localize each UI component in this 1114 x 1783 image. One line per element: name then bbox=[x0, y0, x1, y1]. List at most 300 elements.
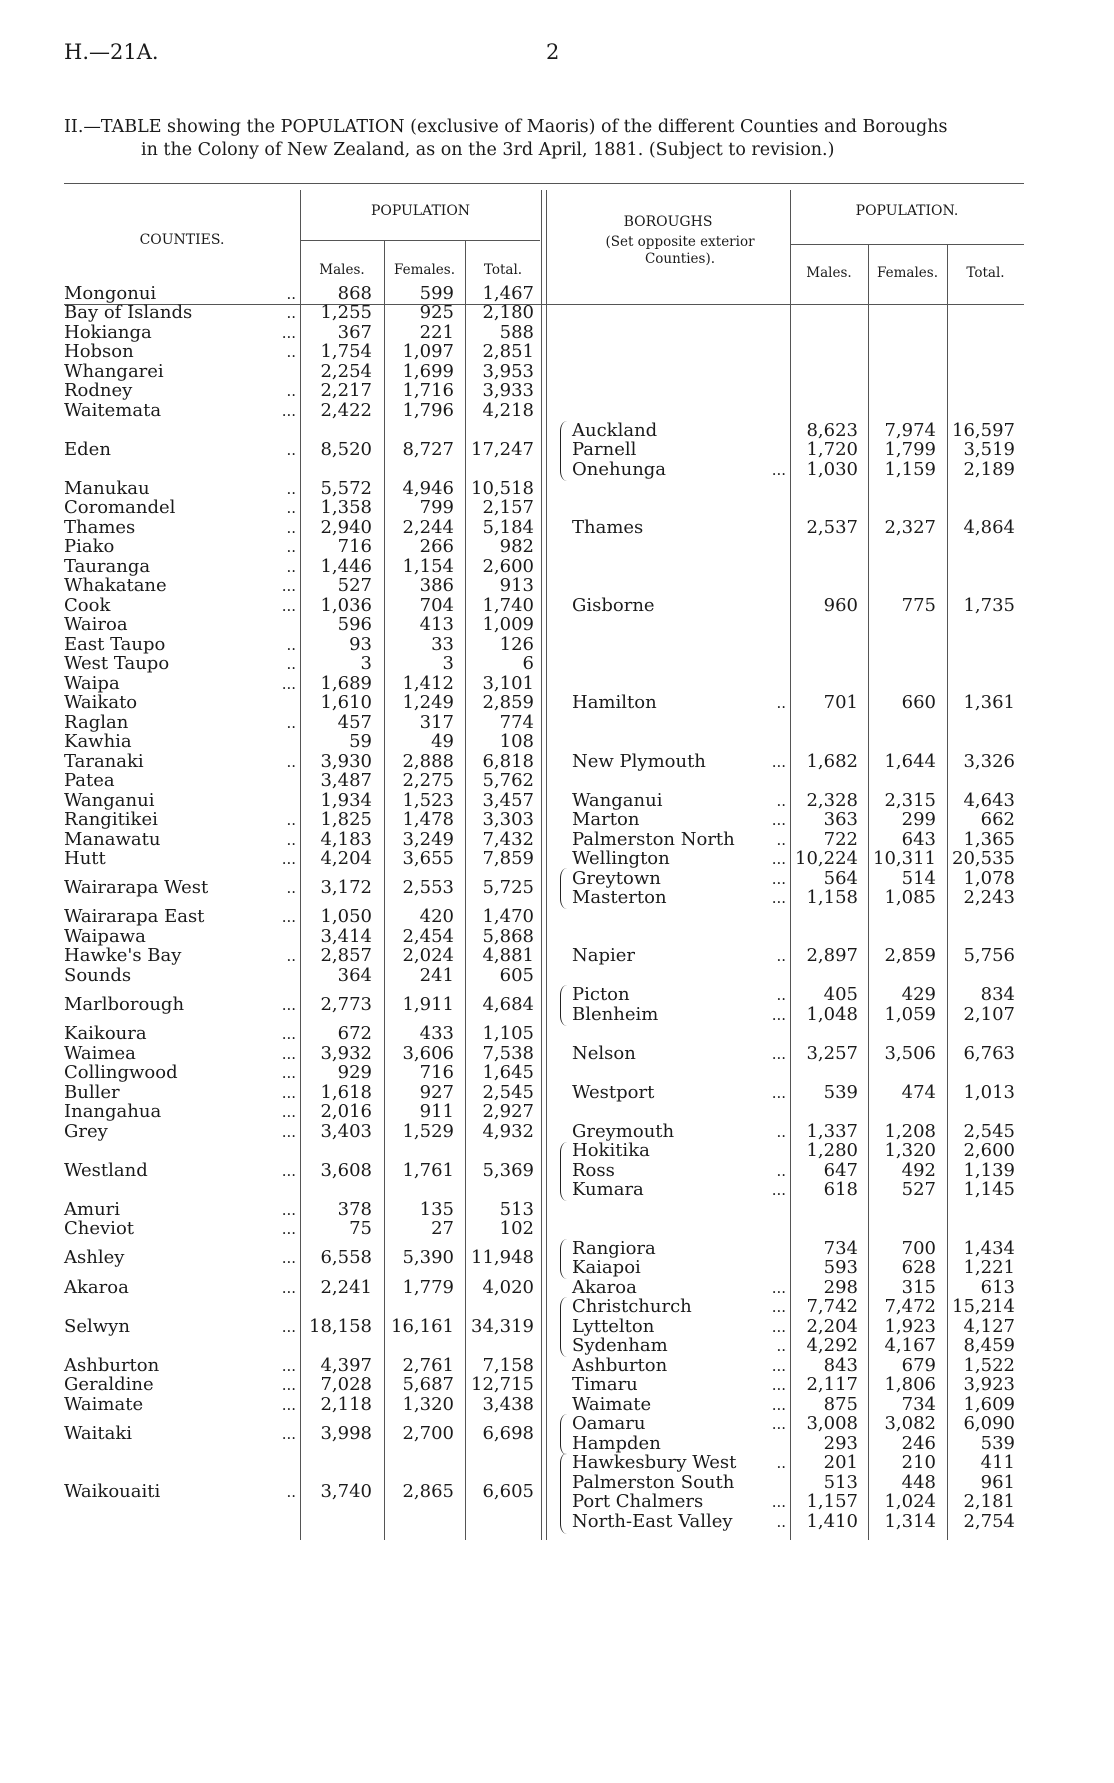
county-name: Tauranga bbox=[64, 556, 151, 577]
county-total: 5,868 bbox=[482, 926, 534, 947]
borough-name: Greymouth bbox=[572, 1121, 675, 1142]
leader-dots: ... bbox=[281, 577, 296, 595]
leader-dots: ... bbox=[281, 1064, 296, 1082]
leader-dots: .. bbox=[776, 1454, 786, 1472]
header-total-left: Total. bbox=[483, 262, 523, 278]
county-name: Whangarei bbox=[64, 361, 164, 382]
header-boroughs: BOROUGHS bbox=[623, 214, 713, 230]
leader-dots: ... bbox=[771, 870, 786, 888]
borough-males: 201 bbox=[823, 1452, 858, 1473]
county-total: 588 bbox=[499, 322, 534, 343]
county-males: 364 bbox=[337, 965, 372, 986]
borough-females: 643 bbox=[901, 829, 936, 850]
borough-name: Napier bbox=[572, 945, 636, 966]
county-females: 413 bbox=[419, 614, 454, 635]
borough-total: 2,243 bbox=[963, 887, 1015, 908]
borough-males: 1,280 bbox=[806, 1140, 858, 1161]
borough-females: 1,314 bbox=[884, 1511, 936, 1532]
county-females: 925 bbox=[419, 302, 454, 323]
leader-dots: .. bbox=[776, 1337, 786, 1355]
leader-dots: ... bbox=[771, 1084, 786, 1102]
county-total: 3,457 bbox=[482, 790, 534, 811]
leader-dots: .. bbox=[286, 441, 296, 459]
county-total: 2,180 bbox=[482, 302, 534, 323]
borough-group-brace bbox=[560, 1297, 568, 1357]
county-name: Waipawa bbox=[64, 926, 146, 947]
borough-females: 492 bbox=[901, 1160, 936, 1181]
county-total: 2,545 bbox=[482, 1082, 534, 1103]
borough-total: 1,365 bbox=[963, 829, 1015, 850]
borough-name: Wellington bbox=[572, 848, 670, 869]
county-females: 927 bbox=[419, 1082, 454, 1103]
borough-males: 1,048 bbox=[806, 1004, 858, 1025]
county-total: 12,715 bbox=[471, 1374, 534, 1395]
county-name: Taranaki bbox=[64, 751, 144, 772]
borough-name: Hampden bbox=[572, 1433, 661, 1454]
county-females: 27 bbox=[431, 1218, 454, 1239]
county-total: 1,009 bbox=[482, 614, 534, 635]
borough-total: 1,013 bbox=[963, 1082, 1015, 1103]
borough-males: 2,117 bbox=[806, 1374, 858, 1395]
county-females: 241 bbox=[419, 965, 454, 986]
county-name: Hutt bbox=[64, 848, 106, 869]
leader-dots: ... bbox=[281, 402, 296, 420]
county-females: 2,244 bbox=[402, 517, 454, 538]
county-total: 5,762 bbox=[482, 770, 534, 791]
county-males: 3,998 bbox=[320, 1423, 372, 1444]
borough-females: 1,024 bbox=[884, 1491, 936, 1512]
county-males: 1,036 bbox=[320, 595, 372, 616]
county-name: Waitaki bbox=[64, 1423, 133, 1444]
county-name: Manukau bbox=[64, 478, 150, 499]
borough-total: 2,754 bbox=[963, 1511, 1015, 1532]
county-name: Geraldine bbox=[64, 1374, 154, 1395]
leader-dots: ... bbox=[281, 1249, 296, 1267]
county-name: Raglan bbox=[64, 712, 129, 733]
leader-dots: .. bbox=[286, 714, 296, 732]
county-males: 2,254 bbox=[320, 361, 372, 382]
borough-total: 1,145 bbox=[963, 1179, 1015, 1200]
borough-females: 1,320 bbox=[884, 1140, 936, 1161]
county-total: 2,157 bbox=[482, 497, 534, 518]
county-name: Akaroa bbox=[64, 1277, 129, 1298]
borough-males: 1,720 bbox=[806, 439, 858, 460]
county-total: 34,319 bbox=[471, 1316, 534, 1337]
county-total: 913 bbox=[499, 575, 534, 596]
county-males: 367 bbox=[337, 322, 372, 343]
borough-name: Parnell bbox=[572, 439, 637, 460]
borough-group-brace bbox=[560, 868, 568, 909]
leader-dots: ... bbox=[281, 1220, 296, 1238]
county-males: 18,158 bbox=[309, 1316, 372, 1337]
county-females: 5,687 bbox=[402, 1374, 454, 1395]
borough-name: North-East Valley bbox=[572, 1511, 733, 1532]
county-total: 6,605 bbox=[482, 1481, 534, 1502]
population-right-subrule bbox=[790, 244, 1024, 245]
borough-males: 875 bbox=[823, 1394, 858, 1415]
borough-males: 539 bbox=[823, 1082, 858, 1103]
county-total: 513 bbox=[499, 1199, 534, 1220]
leader-dots: .. bbox=[286, 343, 296, 361]
borough-females: 429 bbox=[901, 984, 936, 1005]
borough-females: 2,859 bbox=[884, 945, 936, 966]
leader-dots: .. bbox=[776, 1162, 786, 1180]
borough-females: 1,923 bbox=[884, 1316, 936, 1337]
leader-dots: .. bbox=[286, 811, 296, 829]
county-males: 3 bbox=[360, 653, 372, 674]
borough-name: Rangiora bbox=[572, 1238, 656, 1259]
borough-males: 298 bbox=[823, 1277, 858, 1298]
county-males: 75 bbox=[349, 1218, 372, 1239]
borough-females: 1,159 bbox=[884, 459, 936, 480]
borough-name: Thames bbox=[572, 517, 644, 538]
county-males: 2,241 bbox=[320, 1277, 372, 1298]
borough-females: 3,082 bbox=[884, 1413, 936, 1434]
borough-total: 411 bbox=[980, 1452, 1015, 1473]
county-name: West Taupo bbox=[64, 653, 170, 674]
county-males: 6,558 bbox=[320, 1247, 372, 1268]
leader-dots: .. bbox=[286, 538, 296, 556]
borough-total: 8,459 bbox=[963, 1335, 1015, 1356]
county-total: 6 bbox=[522, 653, 534, 674]
leader-dots: ... bbox=[771, 1006, 786, 1024]
county-females: 2,024 bbox=[402, 945, 454, 966]
leader-dots: .. bbox=[776, 947, 786, 965]
county-males: 2,217 bbox=[320, 380, 372, 401]
county-name: Ashley bbox=[64, 1247, 125, 1268]
county-name: Cheviot bbox=[64, 1218, 135, 1239]
borough-name: Masterton bbox=[572, 887, 667, 908]
county-total: 2,851 bbox=[482, 341, 534, 362]
county-name: Inangahua bbox=[64, 1101, 162, 1122]
county-males: 2,016 bbox=[320, 1101, 372, 1122]
leader-dots: ... bbox=[771, 811, 786, 829]
leader-dots: .. bbox=[286, 499, 296, 517]
borough-males: 1,682 bbox=[806, 751, 858, 772]
borough-females: 700 bbox=[901, 1238, 936, 1259]
header-females-left: Females. bbox=[394, 262, 455, 278]
borough-females: 210 bbox=[901, 1452, 936, 1473]
county-females: 1,478 bbox=[402, 809, 454, 830]
county-name: Waimate bbox=[64, 1394, 144, 1415]
leader-dots: .. bbox=[286, 304, 296, 322]
borough-name: Blenheim bbox=[572, 1004, 659, 1025]
county-name: Waipa bbox=[64, 673, 120, 694]
county-males: 3,608 bbox=[320, 1160, 372, 1181]
borough-total: 2,107 bbox=[963, 1004, 1015, 1025]
population-left-subrule bbox=[300, 240, 540, 241]
borough-males: 618 bbox=[823, 1179, 858, 1200]
borough-total: 4,127 bbox=[963, 1316, 1015, 1337]
county-females: 5,390 bbox=[402, 1247, 454, 1268]
borough-name: Onehunga bbox=[572, 459, 667, 480]
leader-dots: ... bbox=[281, 996, 296, 1014]
borough-total: 3,326 bbox=[963, 751, 1015, 772]
borough-females: 1,208 bbox=[884, 1121, 936, 1142]
table-top-rule bbox=[64, 183, 1024, 184]
county-name: Thames bbox=[64, 517, 136, 538]
leader-dots: ... bbox=[771, 889, 786, 907]
county-name: Waimea bbox=[64, 1043, 136, 1064]
leader-dots: ... bbox=[281, 1103, 296, 1121]
county-name: Bay of Islands bbox=[64, 302, 193, 323]
borough-total: 613 bbox=[980, 1277, 1015, 1298]
borough-females: 1,059 bbox=[884, 1004, 936, 1025]
county-males: 1,050 bbox=[320, 906, 372, 927]
leader-dots: .. bbox=[286, 1483, 296, 1501]
county-females: 599 bbox=[419, 283, 454, 304]
county-total: 3,953 bbox=[482, 361, 534, 382]
county-total: 3,438 bbox=[482, 1394, 534, 1415]
borough-males: 405 bbox=[823, 984, 858, 1005]
county-males: 596 bbox=[337, 614, 372, 635]
column-rule-total-left-b bbox=[546, 190, 547, 1540]
borough-name: Oamaru bbox=[572, 1413, 646, 1434]
county-name: Piako bbox=[64, 536, 115, 557]
county-females: 2,761 bbox=[402, 1355, 454, 1376]
borough-males: 1,157 bbox=[806, 1491, 858, 1512]
borough-females: 2,315 bbox=[884, 790, 936, 811]
borough-name: Kumara bbox=[572, 1179, 644, 1200]
county-males: 2,118 bbox=[320, 1394, 372, 1415]
county-males: 1,618 bbox=[320, 1082, 372, 1103]
header-females-right: Females. bbox=[877, 265, 938, 281]
borough-females: 315 bbox=[901, 1277, 936, 1298]
county-males: 8,520 bbox=[320, 439, 372, 460]
borough-males: 647 bbox=[823, 1160, 858, 1181]
header-population-left: POPULATION bbox=[370, 203, 471, 219]
borough-total: 1,522 bbox=[963, 1355, 1015, 1376]
county-name: Whakatane bbox=[64, 575, 167, 596]
leader-dots: .. bbox=[776, 831, 786, 849]
county-females: 317 bbox=[419, 712, 454, 733]
leader-dots: ... bbox=[281, 675, 296, 693]
county-males: 2,422 bbox=[320, 400, 372, 421]
borough-name: Hamilton bbox=[572, 692, 657, 713]
county-females: 3,606 bbox=[402, 1043, 454, 1064]
borough-females: 299 bbox=[901, 809, 936, 830]
county-males: 1,255 bbox=[320, 302, 372, 323]
county-females: 1,097 bbox=[402, 341, 454, 362]
leader-dots: .. bbox=[286, 382, 296, 400]
county-females: 3,655 bbox=[402, 848, 454, 869]
borough-name: Gisborne bbox=[572, 595, 655, 616]
county-total: 1,740 bbox=[482, 595, 534, 616]
county-name: Rangitikei bbox=[64, 809, 158, 830]
leader-dots: .. bbox=[286, 655, 296, 673]
borough-name: New Plymouth bbox=[572, 751, 706, 772]
county-females: 1,716 bbox=[402, 380, 454, 401]
county-total: 7,538 bbox=[482, 1043, 534, 1064]
borough-females: 1,806 bbox=[884, 1374, 936, 1395]
county-females: 1,761 bbox=[402, 1160, 454, 1181]
borough-males: 843 bbox=[823, 1355, 858, 1376]
leader-dots: ... bbox=[281, 1045, 296, 1063]
borough-total: 2,181 bbox=[963, 1491, 1015, 1512]
county-total: 3,303 bbox=[482, 809, 534, 830]
county-name: Waitemata bbox=[64, 400, 162, 421]
county-males: 4,183 bbox=[320, 829, 372, 850]
leader-dots: ... bbox=[281, 324, 296, 342]
borough-males: 1,158 bbox=[806, 887, 858, 908]
county-total: 1,470 bbox=[482, 906, 534, 927]
leader-dots: .. bbox=[286, 947, 296, 965]
county-males: 3,414 bbox=[320, 926, 372, 947]
county-females: 221 bbox=[419, 322, 454, 343]
borough-name: Akaroa bbox=[572, 1277, 637, 1298]
county-males: 2,940 bbox=[320, 517, 372, 538]
borough-females: 775 bbox=[901, 595, 936, 616]
borough-females: 527 bbox=[901, 1179, 936, 1200]
county-females: 266 bbox=[419, 536, 454, 557]
leader-dots: ... bbox=[771, 1181, 786, 1199]
county-name: Ashburton bbox=[64, 1355, 160, 1376]
county-males: 4,397 bbox=[320, 1355, 372, 1376]
leader-dots: ... bbox=[771, 1493, 786, 1511]
county-name: Coromandel bbox=[64, 497, 176, 518]
borough-females: 628 bbox=[901, 1257, 936, 1278]
county-name: Rodney bbox=[64, 380, 133, 401]
borough-group-brace bbox=[560, 1414, 568, 1455]
county-females: 2,454 bbox=[402, 926, 454, 947]
leader-dots: ... bbox=[281, 908, 296, 926]
leader-dots: .. bbox=[286, 636, 296, 654]
leader-dots: ... bbox=[771, 753, 786, 771]
county-females: 1,249 bbox=[402, 692, 454, 713]
county-males: 3,487 bbox=[320, 770, 372, 791]
county-name: Wairarapa West bbox=[64, 877, 209, 898]
document-reference: H.—21A. bbox=[64, 40, 159, 64]
county-females: 33 bbox=[431, 634, 454, 655]
borough-males: 1,337 bbox=[806, 1121, 858, 1142]
county-females: 716 bbox=[419, 1062, 454, 1083]
county-males: 672 bbox=[337, 1023, 372, 1044]
county-males: 3,932 bbox=[320, 1043, 372, 1064]
county-males: 1,446 bbox=[320, 556, 372, 577]
county-males: 2,857 bbox=[320, 945, 372, 966]
borough-total: 1,221 bbox=[963, 1257, 1015, 1278]
county-name: Hokianga bbox=[64, 322, 152, 343]
borough-total: 1,735 bbox=[963, 595, 1015, 616]
borough-females: 7,472 bbox=[884, 1296, 936, 1317]
county-males: 59 bbox=[349, 731, 372, 752]
borough-name: Palmerston South bbox=[572, 1472, 735, 1493]
county-name: Manawatu bbox=[64, 829, 161, 850]
county-total: 10,518 bbox=[471, 478, 534, 499]
county-total: 126 bbox=[499, 634, 534, 655]
table-caption bbox=[64, 116, 1054, 162]
borough-name: Westport bbox=[572, 1082, 655, 1103]
page-number: 2 bbox=[546, 40, 560, 64]
borough-females: 734 bbox=[901, 1394, 936, 1415]
county-females: 2,888 bbox=[402, 751, 454, 772]
county-females: 2,275 bbox=[402, 770, 454, 791]
leader-dots: ... bbox=[771, 1357, 786, 1375]
county-name: Selwyn bbox=[64, 1316, 130, 1337]
county-total: 4,218 bbox=[482, 400, 534, 421]
county-females: 2,865 bbox=[402, 1481, 454, 1502]
header-total-right: Total. bbox=[966, 265, 1005, 281]
county-females: 1,796 bbox=[402, 400, 454, 421]
borough-males: 4,292 bbox=[806, 1335, 858, 1356]
column-rule-total-left-a bbox=[541, 190, 542, 1540]
county-total: 982 bbox=[499, 536, 534, 557]
county-total: 3,101 bbox=[482, 673, 534, 694]
borough-males: 513 bbox=[823, 1472, 858, 1493]
borough-total: 662 bbox=[980, 809, 1015, 830]
header-males-left: Males. bbox=[319, 262, 365, 278]
borough-females: 660 bbox=[901, 692, 936, 713]
county-females: 3 bbox=[442, 653, 454, 674]
leader-dots: .. bbox=[286, 831, 296, 849]
county-females: 8,727 bbox=[402, 439, 454, 460]
county-name: Kawhia bbox=[64, 731, 132, 752]
county-total: 1,467 bbox=[482, 283, 534, 304]
county-total: 6,818 bbox=[482, 751, 534, 772]
county-females: 3,249 bbox=[402, 829, 454, 850]
leader-dots: ... bbox=[281, 1318, 296, 1336]
leader-dots: ... bbox=[281, 1396, 296, 1414]
leader-dots: .. bbox=[776, 1123, 786, 1141]
county-total: 102 bbox=[499, 1218, 534, 1239]
borough-females: 246 bbox=[901, 1433, 936, 1454]
leader-dots: ... bbox=[771, 1415, 786, 1433]
county-females: 1,779 bbox=[402, 1277, 454, 1298]
leader-dots: .. bbox=[286, 285, 296, 303]
county-females: 911 bbox=[419, 1101, 454, 1122]
county-males: 716 bbox=[337, 536, 372, 557]
header-counties: COUNTIES. bbox=[139, 232, 225, 248]
borough-total: 16,597 bbox=[952, 420, 1015, 441]
county-name: Waikouaiti bbox=[64, 1481, 161, 1502]
borough-males: 8,623 bbox=[806, 420, 858, 441]
borough-name: Timaru bbox=[572, 1374, 638, 1395]
county-total: 2,927 bbox=[482, 1101, 534, 1122]
county-total: 108 bbox=[499, 731, 534, 752]
borough-males: 960 bbox=[823, 595, 858, 616]
county-females: 49 bbox=[431, 731, 454, 752]
borough-males: 363 bbox=[823, 809, 858, 830]
county-total: 6,698 bbox=[482, 1423, 534, 1444]
borough-total: 4,864 bbox=[963, 517, 1015, 538]
leader-dots: ... bbox=[281, 1162, 296, 1180]
borough-females: 3,506 bbox=[884, 1043, 936, 1064]
county-name: Collingwood bbox=[64, 1062, 178, 1083]
leader-dots: .. bbox=[286, 519, 296, 537]
leader-dots: ... bbox=[771, 1045, 786, 1063]
county-females: 433 bbox=[419, 1023, 454, 1044]
borough-name: Auckland bbox=[572, 420, 658, 441]
borough-name: Palmerston North bbox=[572, 829, 735, 850]
borough-name: Hokitika bbox=[572, 1140, 650, 1161]
county-name: Patea bbox=[64, 770, 115, 791]
county-total: 4,020 bbox=[482, 1277, 534, 1298]
borough-males: 2,537 bbox=[806, 517, 858, 538]
borough-total: 2,545 bbox=[963, 1121, 1015, 1142]
county-males: 1,934 bbox=[320, 790, 372, 811]
leader-dots: .. bbox=[286, 558, 296, 576]
leader-dots: ... bbox=[281, 1025, 296, 1043]
borough-males: 7,742 bbox=[806, 1296, 858, 1317]
borough-total: 3,923 bbox=[963, 1374, 1015, 1395]
county-females: 420 bbox=[419, 906, 454, 927]
leader-dots: ... bbox=[281, 1201, 296, 1219]
borough-females: 1,085 bbox=[884, 887, 936, 908]
county-females: 799 bbox=[419, 497, 454, 518]
borough-total: 6,090 bbox=[963, 1413, 1015, 1434]
borough-males: 3,008 bbox=[806, 1413, 858, 1434]
borough-name: Port Chalmers bbox=[572, 1491, 704, 1512]
